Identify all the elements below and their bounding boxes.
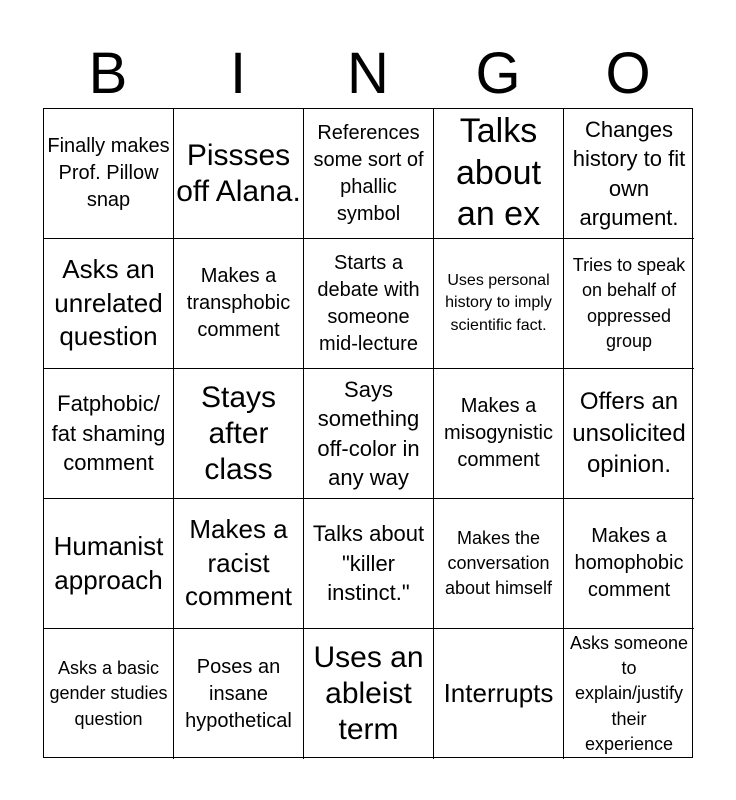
cell-text: Changes history to fit own argument.: [572, 116, 686, 230]
header-letter-i: I: [229, 41, 247, 106]
bingo-cell-r1c2[interactable]: [174, 109, 304, 239]
bingo-cell-r2c1[interactable]: [44, 239, 174, 369]
bingo-cell-r5c3[interactable]: [304, 629, 434, 759]
cell-text: Poses an insane hypothetical: [185, 655, 292, 732]
cell-text: Interrupts: [443, 678, 554, 709]
cell-text: Humanist approach: [53, 530, 164, 595]
bingo-board: [43, 108, 693, 758]
cell-text: Asks someone to explain/justify their experience: [569, 633, 689, 754]
bingo-cell-r2c5[interactable]: [564, 239, 694, 369]
bingo-header: [43, 40, 693, 108]
bingo-cell-r2c2[interactable]: [174, 239, 304, 369]
cell-text: Uses personal history to imply scientific fact.: [445, 271, 552, 334]
cell-text: Stays after class: [200, 380, 277, 486]
bingo-cell-r3c4[interactable]: [434, 369, 564, 499]
cell-text: Starts a debate with someone mid-lecture: [317, 251, 420, 355]
header-letter-g: G: [475, 41, 521, 106]
cell-text: References some sort of phallic symbol: [313, 121, 424, 225]
cell-text: Offers an unsolicited opinion.: [572, 387, 686, 479]
bingo-cell-r3c1[interactable]: [44, 369, 174, 499]
cell-text: Talks about "killer instinct.": [312, 521, 425, 606]
bingo-cell-r2c4[interactable]: [434, 239, 564, 369]
cell-text: Pissses off Alana.: [176, 138, 301, 208]
bingo-cell-r1c4[interactable]: [434, 109, 564, 239]
header-letter-n: N: [347, 41, 389, 106]
cell-text: Makes a transphobic comment: [186, 265, 291, 341]
cell-text: Talks about an ex: [455, 112, 542, 234]
bingo-cell-r3c3[interactable]: [304, 369, 434, 499]
cell-text: Asks an unrelated question: [54, 253, 163, 352]
bingo-cell-r2c3[interactable]: [304, 239, 434, 369]
header-letter-b: B: [88, 41, 128, 106]
header-letter-o: O: [605, 41, 651, 106]
bingo-cell-r5c2[interactable]: [174, 629, 304, 759]
cell-text: Makes a racist comment: [185, 513, 292, 612]
cell-text: Makes a homophobic comment: [574, 525, 684, 601]
bingo-cell-r1c1[interactable]: [44, 109, 174, 239]
bingo-cell-r4c2[interactable]: [174, 499, 304, 629]
bingo-cell-r5c4[interactable]: [434, 629, 564, 759]
cell-text: Finally makes Prof. Pillow snap: [47, 135, 170, 211]
bingo-cell-r4c4[interactable]: [434, 499, 564, 629]
bingo-cell-r3c2[interactable]: [174, 369, 304, 499]
cell-text: Says something off-color in any way: [317, 376, 420, 490]
bingo-cell-r4c3[interactable]: [304, 499, 434, 629]
cell-text: Fatphobic/ fat shaming comment: [51, 391, 166, 476]
bingo-cell-r3c5[interactable]: [564, 369, 694, 499]
cell-text: Uses an ableist term: [313, 641, 424, 746]
bingo-cell-r1c3[interactable]: [304, 109, 434, 239]
cell-text: Makes the conversation about himself: [444, 527, 553, 599]
bingo-cell-r5c1[interactable]: [44, 629, 174, 759]
cell-text: Asks a basic gender studies question: [49, 658, 168, 729]
cell-text: Tries to speak on behalf of oppressed group: [572, 255, 686, 351]
bingo-cell-r5c5[interactable]: [564, 629, 694, 759]
bingo-cell-r1c5[interactable]: [564, 109, 694, 239]
bingo-cell-r4c5[interactable]: [564, 499, 694, 629]
bingo-cell-r4c1[interactable]: [44, 499, 174, 629]
cell-text: Makes a misogynistic comment: [444, 395, 553, 471]
